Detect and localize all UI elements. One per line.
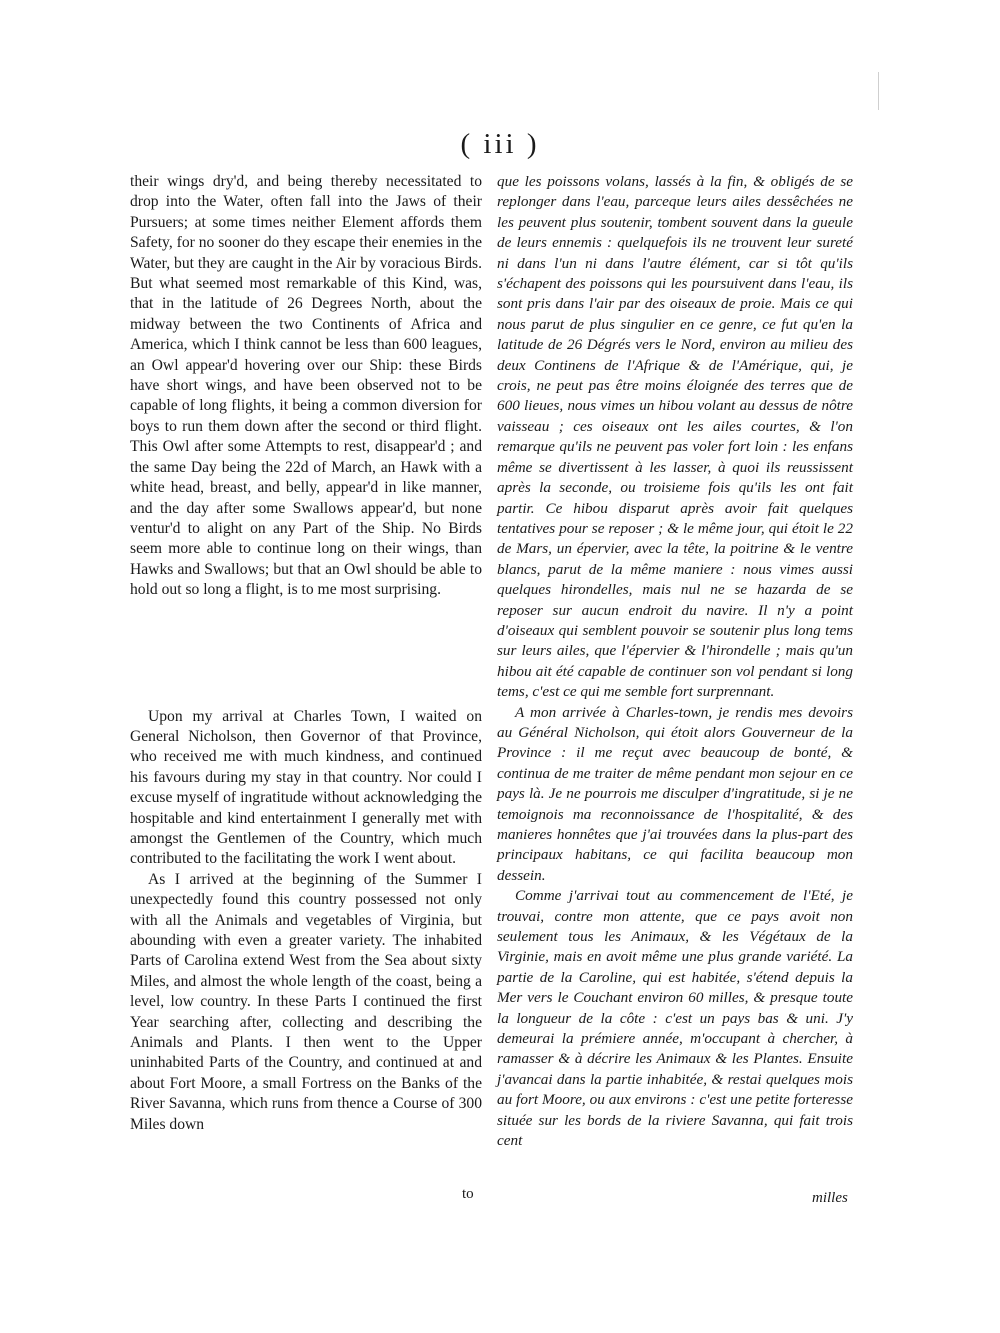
page-number: ( iii ) — [460, 128, 540, 160]
english-paragraph-1: their wings dry'd, and being thereby necessitated to drop into the Water, often fall into the Jaws of their Pursuers; at some times neither Element affords them Safety, for no sooner do they escape their enemies in the Water, but they are caught in the Air by voracious Birds. But what seemed most remarkable of this Kind, was, that in the latitude of 26 Degrees North, about the midway between the two Continents of Africa and America, which I think cannot be less than 600 leagues, an Owl appear'd hovering over our Ship: these Birds have short wings, and have been observed not to be capable of long flights, it being a common diversion for boys to run them down after the second or third flight. This Owl after some Attempts to rest, disappear'd ; and the same Day being the 22d of March, an Hawk with a white head, breast, and belly, appear'd in like manner, and the day after some Swallows appear'd, but none ventur'd to alight on any Part of the Ship. No Birds seem more able to continue long on their wings, than Hawks and Swallows; but that an Owl should be able to hold out so long a flight, is to me most surprising. — [130, 173, 482, 599]
french-paragraph-3: Comme j'arrivai tout au commencement de l'Eté, je trouvai, contre mon attente, que ce pays avoit non seulement tous les Animaux, & les Végétaux de la Virginie, mais en avoit même une plus grande variété. La partie de la Caroline, qui est habitée, s'étend depuis la Mer vers le Couchant environ 60 milles, & presque toute la longueur de la côte : c'est un pays bas & uni. J'y demeurai la prémiere année, m'occupant à chercher, à ramasser & à décrire les Animaux & les Plantes. Ensuite j'avancai dans la partie inhabitée, & restai quelques mois au fort Moore, ou aux environs : c'est une petite forteresse située sur les bords de la riviere Savanna, qui fait trois cent — [497, 887, 853, 1150]
french-column — [497, 172, 853, 1152]
french-paragraph-1: que les poissons volans, lassés à la fin, & obligés de se replonger dans l'eau, parceque leurs ailes dessêchées ne les peuvent plus soutenir, tombent souvent dans la gueule de leurs ennemis : quelquefois ils ne trouvent leur sureté ni dans l'un ni dans l'autre élément, car si tôt qu'ils s'échapent des poissons qui les poursuivent dans l'eau, ils sont pris dans l'air par des oiseaux de proie. Mais ce qui nous parut de plus singulier en ce genre, ce fut qu'en la latitude de 26 Dégrés vers le Nord, environ au milieu des deux Continens de l'Afrique & de l'Amérique, qui, je crois, ne peut pas être moins éloignée des terres que de 600 lieues, nous vimes un hibou volant au dessus de nôtre vaisseau ; ces oiseaux ont les ailes courtes, & l'on remarque qu'ils ne peuvent pas voler fort loin : les enfans même se divertissent à les lasser, à quoi ils reussissent après la seconde, ou troisieme fois qu'ils les ont fait partir. Ce hibou disparut après avoir fait quelques tentatives pour se reposer ; & le même jour, qui étoit le 22 de Mars, un épervier, avec la tête, la poitrine & le ventre blancs, parut de la même maniere : nous vimes aussi quelques hirondelles, mais nul ne se hazarda de se reposer sur aucun endroit du navire. Il n'y a point d'oiseaux qui semblent pouvoir se soutenir plus long tems sur leurs ailes, que l'épervier & l'hirondelle ; mais qu'un hibou ait été capable de continuer son vol pendant si long tems, c'est ce qui me semble fort surprennant. — [497, 173, 853, 701]
page-edge-mark — [878, 72, 879, 110]
english-paragraph-3: As I arrived at the beginning of the Summer I unexpectedly found this country possessed not only with all the Animals and vegetables of Virginia, but abounding with even a greater variety. The inhabited Parts of Carolina extend West from the Sea about sixty Miles, and almost the whole length of the coast, being a level, low country. In these Parts I continued the first Year searching after, collecting and describing the Animals and Plants. I then went to the Upper uninhabited Parts of the Country, and continued at and about Fort Moore, a small Fortress on the Banks of the River Savanna, which runs from thence a Course of 300 Miles down — [130, 870, 482, 1133]
english-paragraph-2: Upon my arrival at Charles Town, I waited on General Nicholson, then Governor of that Province, who received me with much kindness, and continued his favours during my stay in that country. Nor could I excuse myself of ingratitude without acknowledging the hospitable and kind entertainment I generally met with amongst the Gentlemen of the Country, which much contributed to the facilitating the work I went about. — [130, 707, 482, 868]
section-gap — [130, 601, 482, 707]
english-column — [130, 172, 482, 1135]
french-paragraph-2: A mon arrivée à Charles-town, je rendis mes devoirs au Général Nicholson, qui étoit alors Gouverneur de la Province : il me reçut avec beaucoup de bonté, & continua de me traiter de même pendant mon sejour en ce pays là. Je ne pourrois me disculper d'ingratitude, si je ne temoignois ma reconnoissance de l'hospitalité, & des manieres honnêtes que j'ai trouvées dans la plus-part des principaux habitans, ce qui facilita beaucoup mon dessein. — [497, 703, 853, 884]
french-catchword: milles — [812, 1190, 848, 1206]
english-catchword: to — [462, 1186, 474, 1202]
